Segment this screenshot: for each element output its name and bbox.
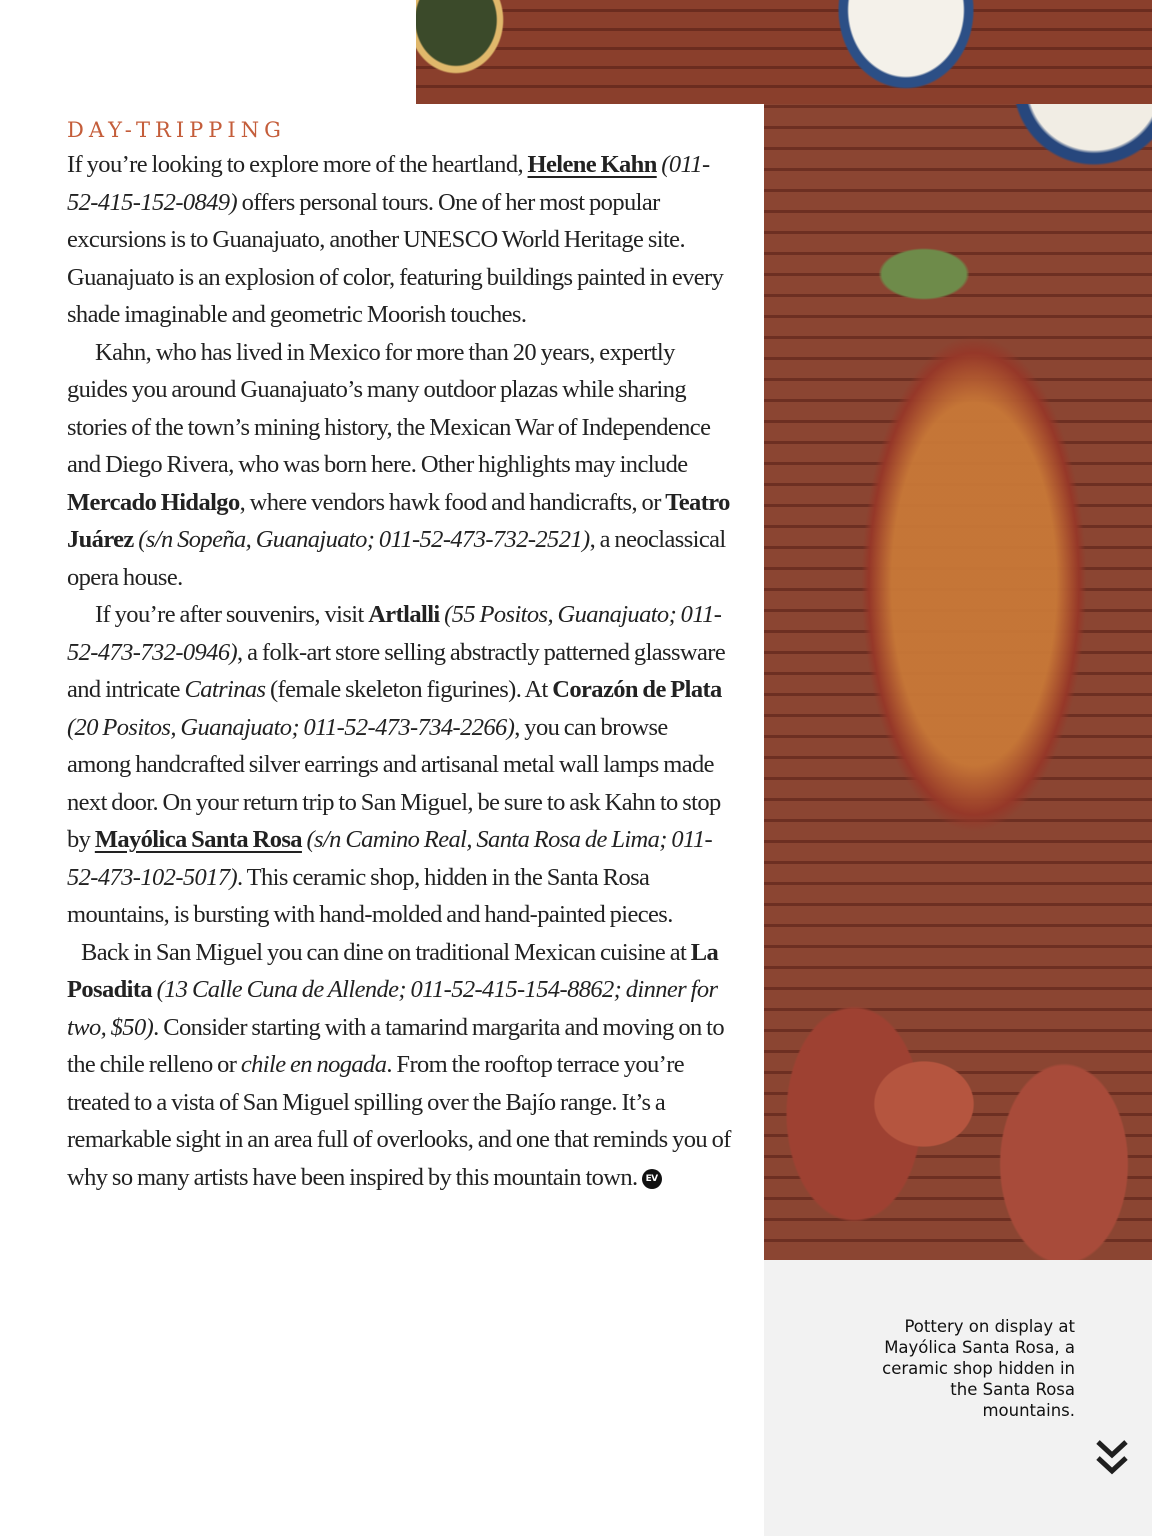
venue-contact-info: (55 Positos, Guanajuato; 011-52-473-732-0946) [67, 601, 722, 666]
body-text: offers personal tours. One of her most popular excursions is to Guanajuato, another UNESCO World Heritage site. Guanajuato is an explosion of color, featuring buildings painted in every shade imaginable and geometric Moorish touches. [67, 188, 724, 328]
body-text: Back in San Miguel you can dine on traditional Mexican cuisine at [81, 938, 691, 966]
emphasized-term: chile en nogada [240, 1051, 387, 1078]
venue-name: Teatro Juárez [67, 488, 730, 553]
venue-name: Artlalli [368, 601, 440, 628]
venue-contact-info: (011-52-415-152-0849) [67, 151, 710, 216]
article-paragraph [67, 596, 732, 934]
body-text: Kahn, who has lived in Mexico for more than 20 years, expertly guides you around Guanajuato’s many outdoor plazas while sharing stories of the town’s mining history, the Mexican War of Independence and Diego Rivera, who was born here. Other highlights may include [67, 338, 711, 478]
body-text: , a folk-art store selling abstractly patterned glassware and intricate [67, 638, 726, 703]
section-label: DAY-TRIPPING [67, 118, 286, 142]
venue-contact-info: (s/n Camino Real, Santa Rosa de Lima; 011-52-473-102-5017) [67, 826, 713, 891]
venue-name: Mercado Hidalgo [67, 488, 240, 516]
body-text: . From the rooftop terrace you’re treated to a vista of San Miguel spilling over the Bajío range. It’s a remarkable sight in an area full of overlooks, and one that reminds you of why so many artists have been inspired by this mountain town. [67, 1051, 731, 1191]
article-paragraph [67, 146, 732, 334]
venue-name: La Posadita [67, 938, 719, 1003]
pottery-display-photo [764, 104, 1152, 1260]
body-text: , where vendors hawk food and handicrafts, or [239, 488, 666, 516]
venue-name: Corazón de Plata [552, 676, 722, 703]
body-text: If you’re looking to explore more of the heartland, [67, 151, 528, 178]
body-text: , a neoclassical opera house. [67, 526, 726, 591]
venue-link[interactable]: Mayólica Santa Rosa [94, 826, 302, 853]
body-text: . Consider starting with a tamarind margarita and moving on to the chile relleno or [67, 1013, 725, 1078]
emphasized-term: Catrinas [184, 676, 266, 703]
venue-contact-info: (20 Positos, Guanajuato; 011-52-473-734-2266) [67, 713, 515, 741]
body-text: , you can browse among handcrafted silver earrings and artisanal metal wall lamps made next door. On your return trip to San Miguel, be sure to ask Kahn to stop by [67, 713, 721, 853]
pottery-photo-top [416, 0, 1152, 104]
end-mark-icon: EV [642, 1169, 662, 1189]
article-paragraph [67, 334, 732, 597]
venue-contact-info: (13 Calle Cuna de Allende; 011-52-415-154-8862; dinner for two, $50) [67, 976, 718, 1041]
venue-contact-info: (s/n Sopeña, Guanajuato; 011-52-473-732-2521) [138, 526, 590, 553]
photo-caption: Pottery on display at Mayólica Santa Rosa, a ceramic shop hidden in the Santa Rosa mountains. [882, 1317, 1075, 1420]
double-chevron-down-icon[interactable] [1092, 1436, 1132, 1480]
body-text: If you’re after souvenirs, visit [95, 601, 369, 628]
article-column [67, 112, 732, 1196]
article-body [67, 146, 732, 1196]
body-text: (female skeleton figurines). At [265, 676, 553, 703]
article-paragraph [67, 934, 732, 1197]
body-text: . This ceramic shop, hidden in the Santa Rosa mountains, is bursting with hand-molded and hand-painted pieces. [67, 863, 673, 928]
venue-link[interactable]: Helene Kahn [527, 151, 657, 178]
